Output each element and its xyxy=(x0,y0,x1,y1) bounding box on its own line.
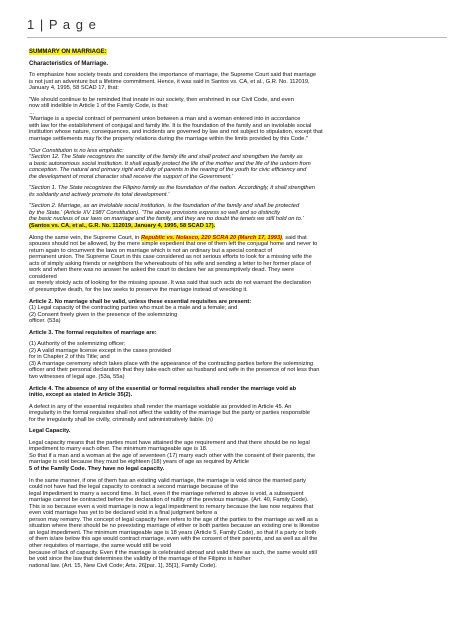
defect-line: A defect in any of the essential requisites shall render the marriage voidable as provided in Article 45. An xyxy=(29,403,292,410)
republic-line: as merely stoicly acts of looking for the missing spouse. It was said that such acts do not warrant the declaration xyxy=(29,280,311,287)
same-manner-line: an legal impediment. The minimum marriageable age is 18 years (Article 5, Family Code), so that if a party or both xyxy=(29,529,317,536)
quote-line: "Marriage is a special contract of permanent union between a man and a woman entered into in accordance xyxy=(29,116,301,123)
page-header xyxy=(27,17,97,32)
same-manner-line: national law. (Art. 15, New Civil Code; Arts. 26[par. 1], 35[1], Family Code). xyxy=(29,562,217,569)
quote-line: "We should continue to be reminded that innate in our society, then enshrined in our Civil Code, and even xyxy=(29,96,294,103)
republic-lead: Along the same vein, the Supreme Court, in xyxy=(29,234,140,241)
same-manner-line: marriage cannot be contracted before the declaration of nullity of the previous marriage. (Art. 40, Family Code). xyxy=(29,497,309,504)
article-2-heading: Article 2. No marriage shall be valid, unless these essential requisites are present: xyxy=(29,298,252,305)
characteristics-heading: Characteristics of Marriage. xyxy=(29,60,109,67)
quote-block-1 xyxy=(29,97,447,117)
document-body xyxy=(29,49,447,569)
article-3-item: (1) Authority of the solemnizing officer; xyxy=(29,341,126,348)
article-4-heading xyxy=(29,386,447,399)
quote-line: now still indelible in Article 1 of the Family Code, is that: xyxy=(29,103,169,110)
republic-line: work and when there was no answer he asked the court to declare her as presumptively dead. They were xyxy=(29,267,295,274)
same-manner-line: be void since the law that determines the validity of the marriage of the Filipino is his/her xyxy=(29,556,251,563)
section-1-line: "Section 1. The State recognizes the Filipino family as the foundation of the nation. Accordingly, it shall strengthen xyxy=(29,185,315,192)
same-manner-line: even void marriage has yet to be declared void in a final judgment before a xyxy=(29,510,218,517)
page-word: P a g e xyxy=(48,17,97,32)
section-2-line: the basic nucleus of our laws on marriage and the family, and they are no doubt the tenets we still hold on to.' xyxy=(29,216,304,223)
article-3-item: (3) A marriage ceremony which takes place with the appearance of the contracting parties before the solemnizing xyxy=(29,360,314,367)
legal-capacity-line: marriage is void because they must be eighteen (18) years of age as required by Article xyxy=(29,459,250,466)
constitution-line: the development of moral character shall receive the support of the Government.' xyxy=(29,173,234,180)
republic-line: of presumptive death, for the law seeks to preserve the marriage instead of wrecking it. xyxy=(29,286,248,293)
summary-title: SUMMARY ON MARRIAGE: xyxy=(29,49,107,55)
defect-paragraph xyxy=(29,404,447,424)
article-4-line: Article 4. The absence of any of the essential or formal requisites shall render the marriage void ab xyxy=(29,385,297,392)
same-manner-paragraph xyxy=(29,478,447,570)
republic-citation: Republic vs. Nolasco, 220 SCRA 20 (March 17, 1993) xyxy=(140,234,283,241)
santos-citation: (Santos vs. CA, et al., G.R. No. 112019, January 4, 1995, 58 SCAD 17). xyxy=(29,223,216,230)
intro-line: is not just an adventure but a lifetime commitment. Hence, it was said in Santos vs. CA, et al., G.R. No. 112019, xyxy=(29,78,310,85)
article-4-line: initio, except as stated in Article 35(2). xyxy=(29,392,133,399)
article-2-item: officer. (53a) xyxy=(29,318,61,325)
republic-line: considered xyxy=(29,273,57,280)
article-2-items xyxy=(29,305,447,325)
constitution-heading: "Our Constitution is no less emphatic: xyxy=(29,147,124,154)
section-1-line: its solidarity and actively promote its total development.' xyxy=(29,191,170,198)
article-3-item: officer and their personal declaration that they take each other as husband and wife in the presence of not less than xyxy=(29,367,320,374)
same-manner-line: could not have had the legal capacity to contract a second marriage because of the xyxy=(29,484,239,491)
constitution-block xyxy=(29,148,447,181)
section-2-line: "Section 2. Marriage, as an inviolable social institution, is the foundation of the family and shall be protected xyxy=(29,203,300,210)
same-manner-line: situation where there should be no preexisting marriage of either or both parties because an existing one is likewise xyxy=(29,523,320,530)
intro-line: January 4, 1995, 58 SCAD 17, that: xyxy=(29,85,119,92)
page-number: 1 xyxy=(27,17,36,32)
same-manner-line: legal impediment to marry a second time. In fact, even if the marriage referred to above is void, a subsequent xyxy=(29,490,304,497)
republic-line: permanent union. The Supreme Court in this case considered as not serious efforts to look for a missing wife the xyxy=(29,254,312,261)
article-2-item: (1) Legal capacity of the contracting parties who must be a male and a female; and xyxy=(29,305,238,312)
defect-line: for the irregularity shall be civilly, criminally and administratively liable. (n) xyxy=(29,416,213,423)
quote-block-2 xyxy=(29,116,447,142)
article-3-item: two witnesses of legal age. (53a, 55a) xyxy=(29,373,125,380)
header-rule xyxy=(27,37,447,38)
same-manner-line: This is so because even a void marriage is now a legal impediment to remarry because the law now requires that xyxy=(29,503,314,510)
header-separator: | xyxy=(39,17,45,32)
defect-line: irregularity in the formal requisites shall not affect the validity of the marriage but the party or parties responsible xyxy=(29,410,310,417)
article-3-item: for in Chapter 2 of this Title; and xyxy=(29,354,110,361)
same-manner-line: because of lack of capacity. Even if the marriage is celebrated abroad and valid there as such, the same would still xyxy=(29,549,317,556)
constitution-line: a basic autonomous social institution. It shall equally protect the life of the mother and the life of the unborn from xyxy=(29,160,311,167)
republic-line: acts of simply asking friends or neighbors the whereabouts of his wife and sending a letter to her former place of xyxy=(29,260,311,267)
legal-capacity-heading: Legal Capacity. xyxy=(29,428,71,435)
legal-capacity-line: Legal capacity means that the parties must have attained the age requirement and that there should be no legal xyxy=(29,439,310,446)
republic-said: , said that xyxy=(282,234,307,241)
republic-paragraph xyxy=(29,235,447,294)
constitution-line: "Section 12. The State recognizes the sanctity of the family life and shall protect and strengthen the family as xyxy=(29,154,303,161)
article-3-items xyxy=(29,341,447,380)
section-2-line: by the State.' (Article XV 1987 Constitution). "The above provisions express so well and so distinctly xyxy=(29,209,280,216)
article-3-item: (2) A valid marriage license except in the cases provided xyxy=(29,347,171,354)
intro-line: To emphasize how society treats and considers the importance of marriage, the Supreme Court said that marriage xyxy=(29,72,317,79)
republic-line: return again to circumvent the laws on marriage which is not an ordinary but a special contract of xyxy=(29,247,273,254)
same-manner-line: In the same manner, if one of them has an existing valid marriage, the marriage is void since the married party xyxy=(29,477,306,484)
article-2-item: (2) Consent freely given in the presence of the solemnizing xyxy=(29,311,178,318)
section-1-block xyxy=(29,185,447,198)
same-manner-line: other requisites of marriage, the same would still be void xyxy=(29,543,171,549)
same-manner-line: of them is/are below this age would contract marriage, even with the consent of their parents, and as well as all the xyxy=(29,536,318,543)
quote-line: institution whose nature, consequences, and incidents are governed by law and not subject to stipulation, except that xyxy=(29,129,323,136)
quote-line: with law for the establishment of conjugal and family life. It is the foundation of the family and an inviolable social xyxy=(29,122,312,129)
legal-capacity-line: 5 of the Family Code. They have no legal capacity. xyxy=(29,465,165,472)
legal-capacity-paragraph xyxy=(29,440,447,473)
same-manner-line: person may remarry. The concept of legal capacity here refers to the age of the parties to the marriage as well as a xyxy=(29,516,318,523)
constitution-line: conception. The natural and primary right and duty of parents in the rearing of the youth for civic efficiency and xyxy=(29,167,307,174)
quote-line: marriage settlements may fix the property relations during the marriage within the limits provided by this Code." xyxy=(29,136,308,143)
ellipsis-line: … xyxy=(29,109,35,116)
section-2-block xyxy=(29,203,447,223)
intro-paragraph xyxy=(29,72,447,92)
republic-line: spouses should not be allowed, by the mere simple expedient that one of them left the conjugal home and never to xyxy=(29,241,318,248)
legal-capacity-line: impediment to marry each other. The minimum marriageable age is 18. xyxy=(29,446,208,453)
legal-capacity-line: So that if a man and a woman at the age of seventeen (17) marry each other with the consent of their parents, the xyxy=(29,452,316,459)
article-3-heading: Article 3. The formal requisites of marriage are: xyxy=(29,329,157,336)
